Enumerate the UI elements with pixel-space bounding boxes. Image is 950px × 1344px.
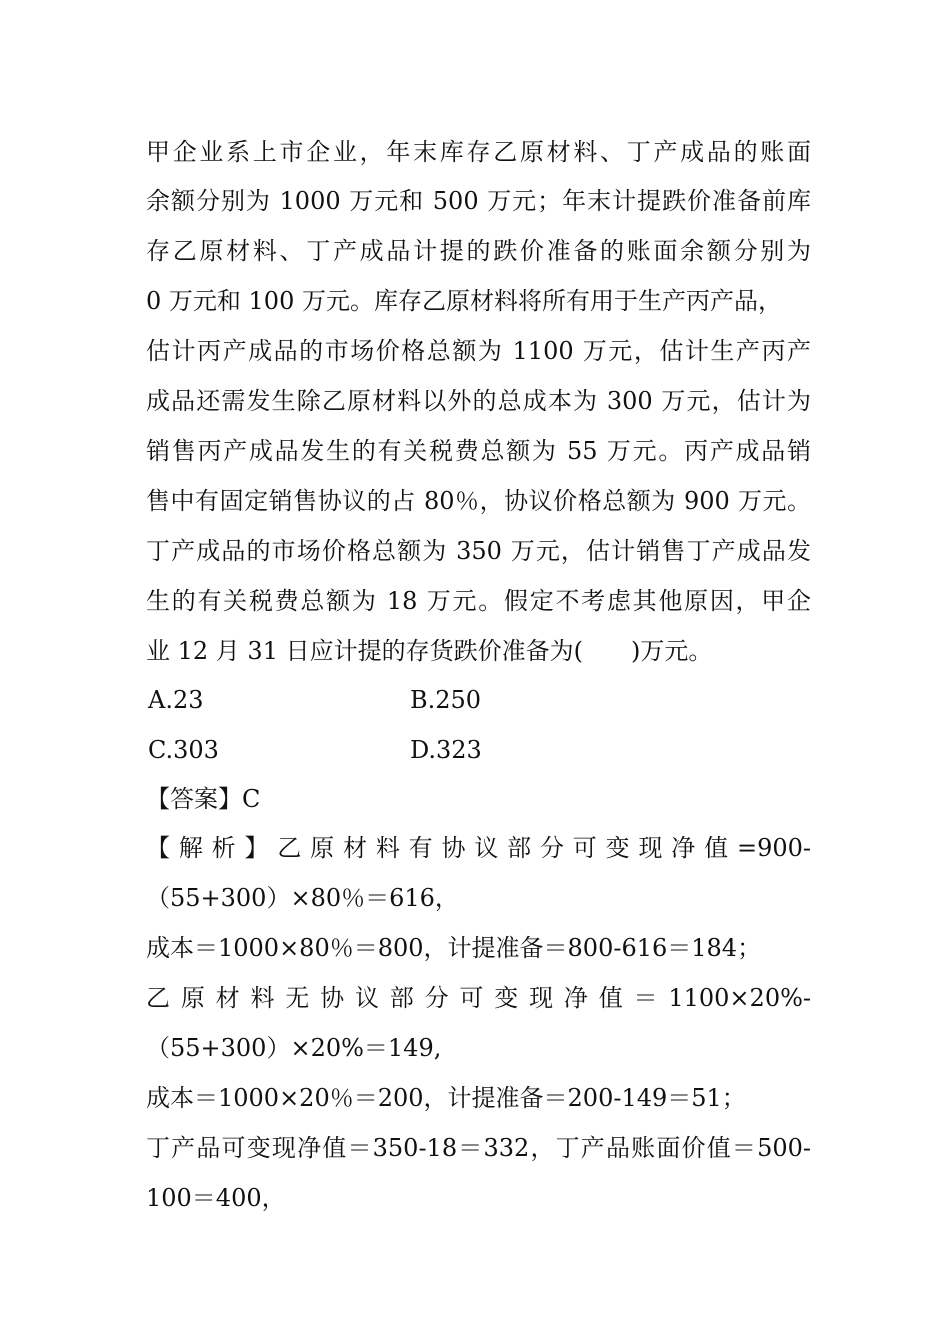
- question-line: 余额分别为 1000 万元和 500 万元；年末计提跌价准备前库: [146, 187, 811, 215]
- question-line: 业 12 月 31 日应计提的存货跌价准备为( )万元。: [146, 637, 713, 665]
- analysis-line: 【解析】乙原材料有协议部分可变现净值=900-: [146, 834, 811, 862]
- question-line: 售中有固定销售协议的占 80％，协议价格总额为 900 万元。: [146, 487, 811, 515]
- option-d: D.323: [410, 736, 482, 764]
- question-line: 估计丙产成品的市场价格总额为 1100 万元，估计生产丙产: [146, 337, 811, 365]
- analysis-line: 成本＝1000×80％＝800，计提准备＝800-616＝184；: [146, 934, 762, 962]
- analysis-line: 丁产品可变现净值＝350-18＝332，丁产品账面价值＝500-: [146, 1134, 811, 1162]
- analysis-line: 100＝400，: [146, 1184, 286, 1212]
- analysis-line: 乙原材料无协议部分可变现净值＝1100×20%-: [146, 984, 811, 1012]
- question-line: 甲企业系上市企业，年末库存乙原材料、丁产成品的账面: [146, 138, 811, 166]
- option-c: C.303: [148, 736, 219, 764]
- analysis-line: 成本＝1000×20％＝200，计提准备＝200-149＝51；: [146, 1084, 746, 1112]
- option-b: B.250: [410, 686, 482, 714]
- analysis-line: （55+300）×80％＝616，: [146, 884, 459, 912]
- question-line: 0 万元和 100 万元。库存乙原材料将所有用于生产丙产品，: [146, 287, 782, 315]
- answer-line: 【答案】C: [146, 785, 261, 813]
- option-a: A.23: [148, 686, 204, 714]
- question-line: 存乙原材料、丁产成品计提的跌价准备的账面余额分别为: [146, 237, 811, 265]
- question-line: 生的有关税费总额为 18 万元。假定不考虑其他原因，甲企: [146, 587, 811, 615]
- question-line: 销售丙产成品发生的有关税费总额为 55 万元。丙产成品销: [146, 437, 811, 465]
- question-line: 丁产成品的市场价格总额为 350 万元，估计销售丁产成品发: [146, 537, 811, 565]
- question-line: 成品还需发生除乙原材料以外的总成本为 300 万元，估计为: [146, 387, 811, 415]
- analysis-line: （55+300）×20%＝149,: [146, 1034, 442, 1062]
